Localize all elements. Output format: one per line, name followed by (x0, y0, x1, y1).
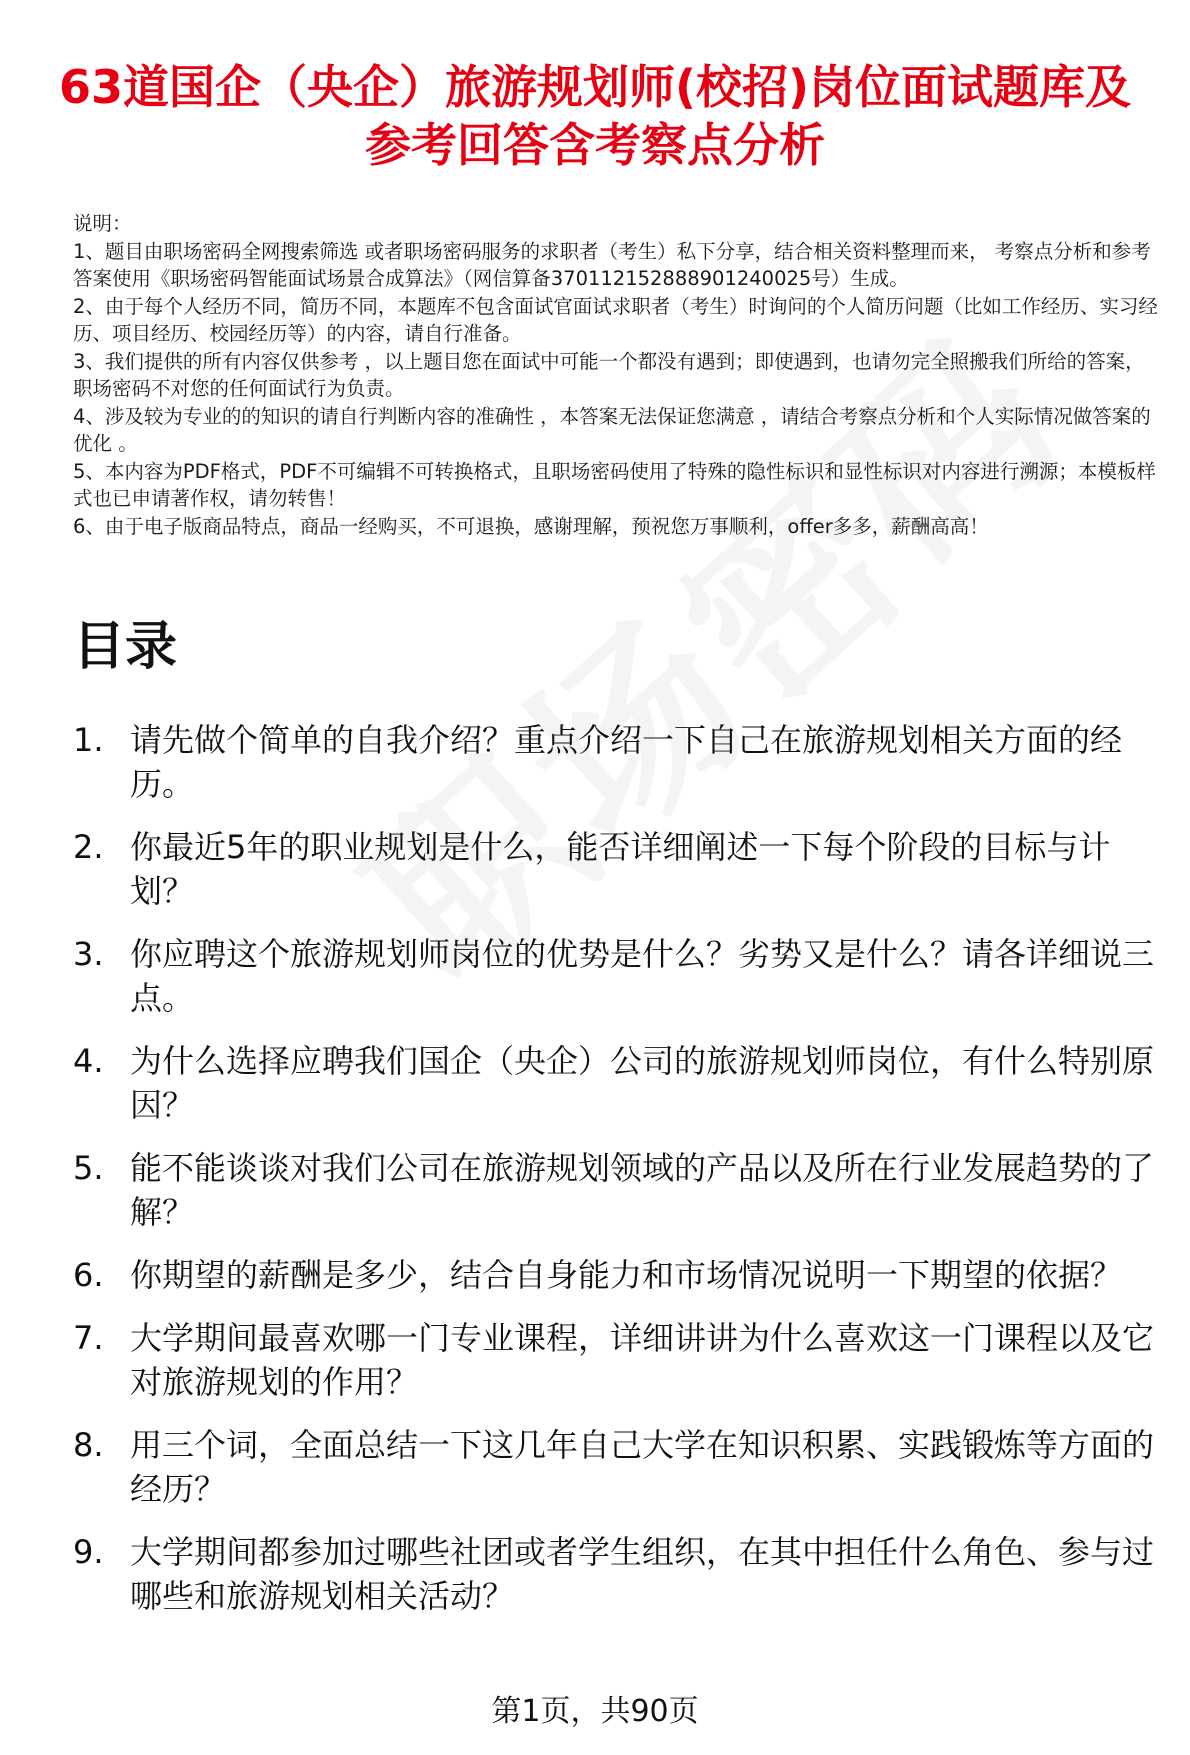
toc-item-number: 8. (73, 1426, 104, 1464)
document-title: 63道国企（央企）旅游规划师(校招)岗位面试题库及参考回答含考察点分析 (58, 60, 1132, 172)
notes-section (73, 210, 1163, 540)
toc-item-text: 大学期间最喜欢哪一门专业课程，详细讲讲为什么喜欢这一门课程以及它对旅游规划的作用？ (130, 1319, 1155, 1401)
note-item-5: 5、本内容为PDF格式，PDF不可编辑不可转换格式，且职场密码使用了特殊的隐性标识和显性标识对内容进行溯源；本模板样式也已申请著作权，请勿转售！ (73, 459, 1156, 510)
toc-item-number: 2. (73, 828, 104, 866)
toc-list (73, 718, 1163, 1637)
toc-item-5[interactable] (73, 1146, 1163, 1234)
toc-item-text: 能不能谈谈对我们公司在旅游规划领域的产品以及所在行业发展趋势的了解？ (130, 1149, 1155, 1231)
toc-item-number: 1. (73, 721, 104, 759)
toc-item-4[interactable] (73, 1039, 1163, 1127)
toc-item-6[interactable] (73, 1253, 1163, 1297)
toc-item-number: 3. (73, 935, 104, 973)
toc-item-text: 你最近5年的职业规划是什么，能否详细阐述一下每个阶段的目标与计划？ (130, 828, 1111, 910)
toc-item-text: 请先做个简单的自我介绍？重点介绍一下自己在旅游规划相关方面的经历。 (130, 721, 1123, 803)
note-item-6: 6、由于电子版商品特点，商品一经购买，不可退换，感谢理解，预祝您万事顺利，offer多多，薪酬高高！ (73, 514, 989, 538)
toc-item-9[interactable] (73, 1530, 1163, 1618)
note-item-4: 4、涉及较为专业的的知识的请自行判断内容的准确性 ，本答案无法保证您满意 ，请结合考察点分析和个人实际情况做答案的优化 。 (73, 404, 1151, 455)
toc-item-8[interactable] (73, 1423, 1163, 1511)
toc-item-text: 你应聘这个旅游规划师岗位的优势是什么？劣势又是什么？请各详细说三点。 (130, 935, 1155, 1017)
toc-item-text: 你期望的薪酬是多少，结合自身能力和市场情况说明一下期望的依据？ (130, 1256, 1123, 1294)
toc-item-number: 6. (73, 1256, 104, 1294)
toc-item-7[interactable] (73, 1316, 1163, 1404)
toc-item-3[interactable] (73, 932, 1163, 1020)
note-item-3: 3、我们提供的所有内容仅供参考 ，以上题目您在面试中可能一个都没有遇到；即使遇到，也请勿完全照搬我们所给的答案，职场密码不对您的任何面试行为负责。 (73, 349, 1145, 400)
toc-heading: 目录 (73, 617, 178, 677)
toc-item-number: 5. (73, 1149, 104, 1187)
page-footer: 第1页，共90页 (491, 1694, 699, 1729)
toc-item-text: 为什么选择应聘我们国企（央企）公司的旅游规划师岗位，有什么特别原因？ (130, 1042, 1155, 1124)
toc-item-1[interactable] (73, 718, 1163, 806)
toc-item-number: 7. (73, 1319, 104, 1357)
note-item-1: 1、题目由职场密码全网搜索筛选 或者职场密码服务的求职者（考生）私下分享，结合相关资料整理而来， 考察点分析和参考答案使用《职场密码智能面试场景合成算法》（网信算备370112152888901240025号）生成。 (73, 239, 1151, 290)
toc-item-number: 4. (73, 1042, 104, 1080)
toc-item-2[interactable] (73, 825, 1163, 913)
toc-item-text: 用三个词，全面总结一下这几年自己大学在知识积累、实践锻炼等方面的经历？ (130, 1426, 1155, 1508)
toc-item-text: 大学期间都参加过哪些社团或者学生组织，在其中担任什么角色、参与过哪些和旅游规划相关活动？ (130, 1533, 1155, 1615)
toc-item-number: 9. (73, 1533, 104, 1571)
note-item-2: 2、由于每个人经历不同，简历不同，本题库不包含面试官面试求职者（考生）时询问的个人简历问题（比如工作经历、实习经历、项目经历、校园经历等）的内容，请自行准备。 (73, 294, 1158, 345)
notes-heading: 说明： (73, 212, 132, 235)
